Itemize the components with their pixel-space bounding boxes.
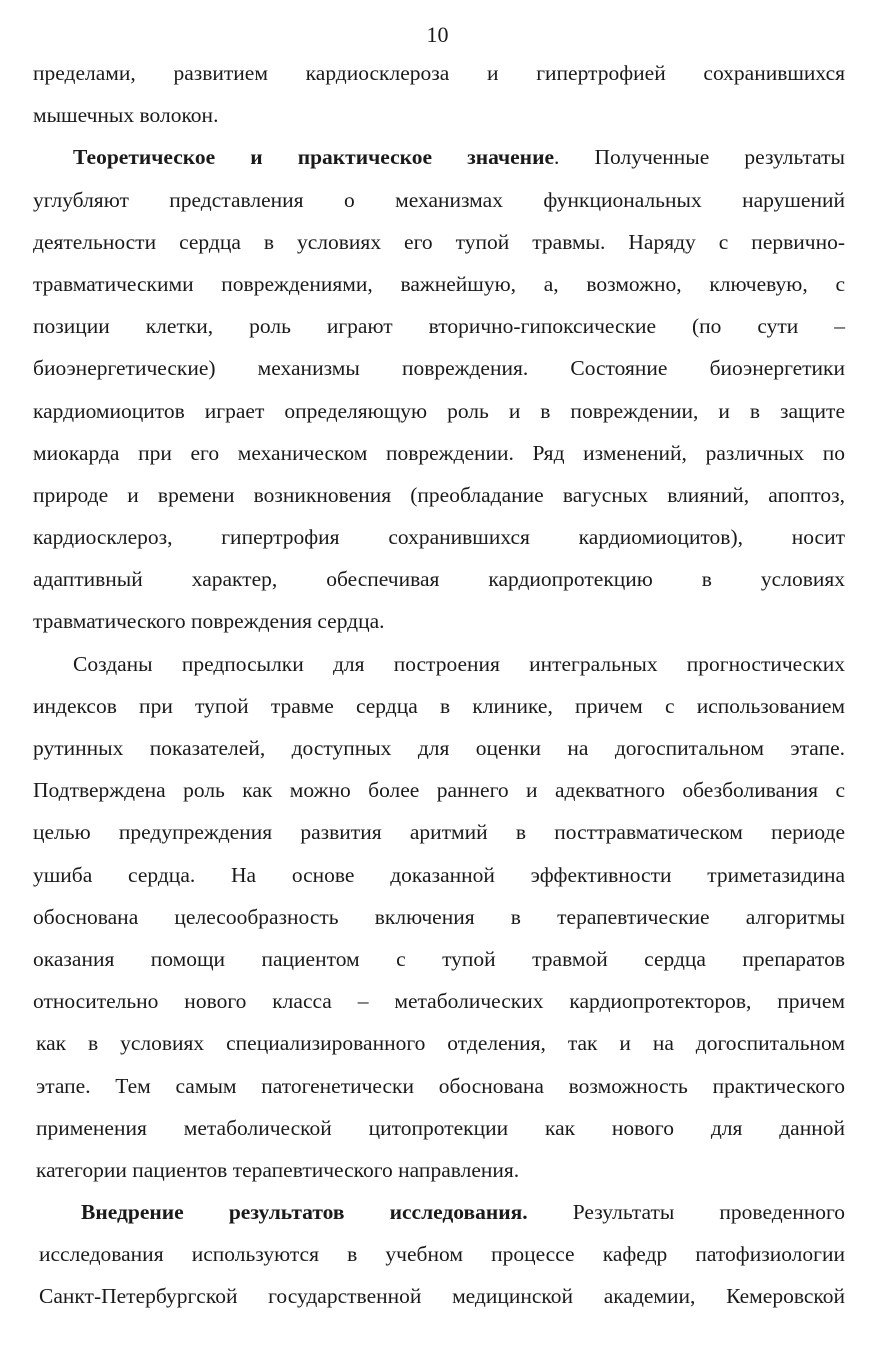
text-line — [33, 136, 845, 178]
section-heading-theoretical: Теоретическое и практическое значение — [73, 145, 554, 170]
text-line: Санкт-Петербургской государственной медицинской академии, Кемеровской — [39, 1284, 845, 1309]
text-line: кардиосклероз, гипертрофия сохранившихся кардиомиоцитов), носит — [33, 525, 845, 550]
text-fragment: Результаты проведенного — [527, 1200, 845, 1225]
text-line: деятельности сердца в условиях его тупой травмы. Наряду с первично- — [33, 229, 845, 254]
text-line: кардиомиоцитов играет определяющую роль и в повреждении, и в защите — [33, 398, 845, 423]
page-number: 10 — [426, 22, 449, 47]
text-line: обоснована целесообразность включения в терапевтические алгоритмы — [33, 904, 845, 929]
text-line: рутинных показателей, доступных для оценки на догоспитальном этапе. — [33, 736, 845, 760]
section-heading-implementation: Внедрение результатов исследования. — [81, 1200, 528, 1225]
text-line: категории пациентов терапевтического направления. — [36, 1157, 520, 1182]
text-line: миокарда при его механическом повреждении. Ряд изменений, различных по — [33, 440, 845, 465]
text-line: травматическими повреждениями, важнейшую, а, возможно, ключевую, с — [33, 271, 845, 296]
text-line: биоэнергетические) механизмы повреждения. Состояние биоэнергетики — [33, 356, 845, 381]
text-line: позиции клетки, роль играют вторично-гипоксические (по сути – — [33, 314, 845, 339]
text-line: мышечных волокон. — [33, 103, 219, 128]
text-line: углубляют представления о механизмах функциональных нарушений — [33, 187, 845, 212]
text-line: Подтверждена роль как можно более раннего и адекватного обезболивания с — [33, 778, 845, 803]
text-line: индексов при тупой травме сердца в клинике, причем с использованием — [33, 693, 845, 718]
text-line — [33, 1191, 845, 1233]
text-line: целью предупреждения развития аритмий в посттравматическом периоде — [33, 820, 845, 845]
text-line: Созданы предпосылки для построения интегральных прогностических — [73, 651, 845, 676]
text-line: этапе. Тем самым патогенетически обоснована возможность практического — [36, 1073, 845, 1098]
text-line: природе и времени возникновения (преобладание вагусных влияний, апоптоз, — [33, 482, 845, 507]
text-fragment: . Полученные результаты — [554, 145, 845, 170]
text-line: адаптивный характер, обеспечивая кардиопротекцию в условиях — [33, 567, 845, 592]
text-line: травматического повреждения сердца. — [33, 609, 385, 634]
text-line: пределами, развитием кардиосклероза и гипертрофией сохранившихся — [33, 61, 845, 85]
text-line: оказания помощи пациентом с тупой травмой сердца препаратов — [33, 946, 845, 971]
text-line: ушиба сердца. На основе доказанной эффективности триметазидина — [33, 862, 845, 887]
text-line: как в условиях специализированного отделения, так и на догоспитальном — [36, 1031, 845, 1056]
text-line: применения метаболической цитопротекции как нового для данной — [36, 1115, 845, 1140]
body-text — [33, 52, 845, 1318]
text-line: исследования используются в учебном процессе кафедр патофизиологии — [39, 1242, 845, 1267]
text-line: относительно нового класса – метаболических кардиопротекторов, причем — [33, 989, 845, 1014]
